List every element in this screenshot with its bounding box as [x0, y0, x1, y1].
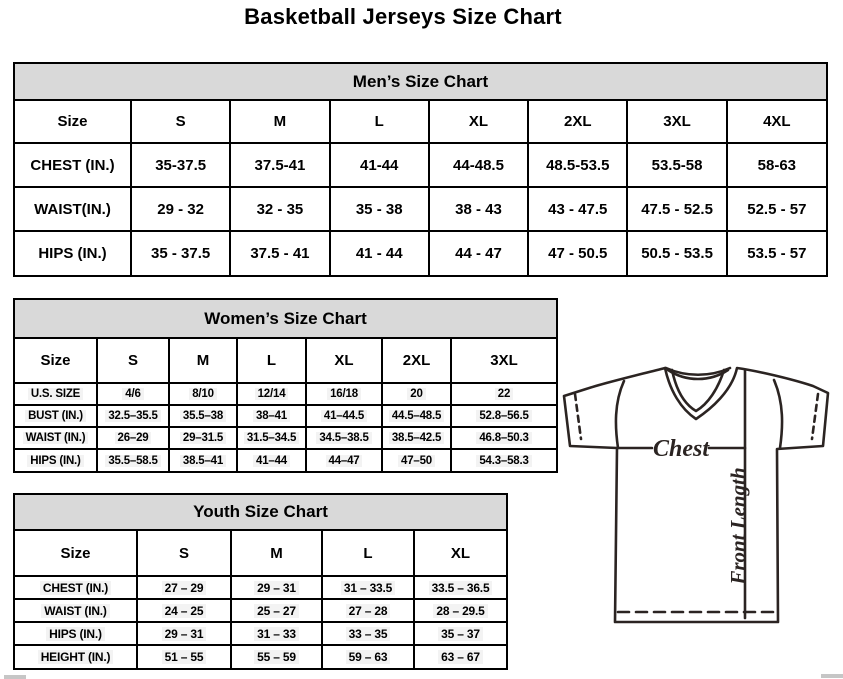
value-cell [237, 449, 306, 471]
measure-label-cell [15, 405, 97, 427]
value-cell [231, 645, 322, 668]
cell-text: 41 - 44 [355, 245, 403, 262]
cell-text: 25 – 27 [254, 604, 299, 618]
cell-text: 41-44 [360, 156, 399, 174]
value-cell [230, 143, 329, 187]
value-cell [322, 622, 414, 645]
size-cell [97, 339, 169, 383]
value-cell [727, 143, 826, 187]
value-cell [230, 231, 329, 275]
jersey-diagram [562, 361, 838, 669]
cell-text: 3XL [663, 113, 691, 130]
measurement-row [15, 622, 506, 645]
cell-text: WAIST (IN.) [41, 604, 109, 618]
cell-text: 2XL [564, 113, 592, 130]
cell-text: L [363, 544, 373, 562]
cell-text: U.S. SIZE [28, 388, 83, 400]
cell-text: HIPS (IN.) [38, 245, 107, 262]
size-cell [306, 339, 382, 383]
value-cell [322, 599, 414, 622]
size-header-row [15, 531, 506, 576]
size-cell [727, 101, 826, 143]
cell-text: 16/18 [327, 388, 361, 400]
cell-text: S [175, 113, 186, 130]
cell-text: 38.5–42.5 [389, 432, 444, 444]
cell-text: 35.5–38 [180, 410, 226, 422]
measure-label-cell [15, 187, 131, 231]
value-cell [137, 599, 231, 622]
cell-text: 29 – 31 [162, 627, 207, 641]
measurement-row [15, 187, 826, 231]
value-cell [451, 405, 556, 427]
cell-text: 54.3–58.3 [476, 455, 531, 467]
womens-table [15, 339, 556, 471]
value-cell [97, 427, 169, 449]
cell-text: 31.5–34.5 [244, 432, 299, 444]
size-cell [237, 339, 306, 383]
value-cell [414, 622, 506, 645]
front-length-label: Front Length [726, 467, 750, 585]
cell-text: 46.8–50.3 [476, 432, 531, 444]
measure-label-cell [15, 143, 131, 187]
value-cell [627, 187, 726, 231]
cell-text: 27 – 29 [162, 581, 207, 595]
cell-text: 44-48.5 [453, 156, 504, 174]
measure-label-cell [15, 576, 137, 599]
cell-text: M [270, 544, 283, 562]
measurement-row [15, 449, 556, 471]
size-cell [414, 531, 506, 576]
cell-text: 35 - 38 [355, 200, 403, 218]
cell-text: 52.5 - 57 [747, 200, 807, 218]
cell-text: Size [60, 544, 91, 562]
cell-text: 29 - 32 [157, 200, 204, 218]
cell-text: 55 – 59 [254, 650, 299, 664]
value-cell [230, 187, 329, 231]
cell-text: 47–50 [398, 455, 435, 467]
size-cell [131, 101, 230, 143]
cell-text: 27 – 28 [346, 604, 391, 618]
value-cell [451, 427, 556, 449]
scrollbar-fragment-left[interactable] [4, 675, 26, 679]
cell-text: 51 – 55 [162, 650, 207, 664]
measurement-row [15, 143, 826, 187]
scrollbar-fragment-right[interactable] [821, 674, 843, 678]
value-cell [330, 231, 429, 275]
size-cell [231, 531, 322, 576]
value-cell [131, 187, 230, 231]
value-cell [382, 405, 451, 427]
value-cell [169, 449, 237, 471]
cell-text: 2XL [402, 352, 431, 369]
value-cell [306, 427, 382, 449]
womens-size-chart [13, 298, 558, 473]
cell-text: 32.5–35.5 [105, 410, 160, 422]
chest-label: Chest [652, 436, 710, 462]
cell-text: 38.5–41 [180, 455, 226, 467]
cell-text: 35 - 37.5 [151, 245, 211, 262]
cell-text: 3XL [490, 352, 518, 369]
cell-text: HIPS (IN.) [46, 627, 105, 641]
value-cell [237, 383, 306, 405]
measure-label-cell [15, 645, 137, 668]
size-label-cell [15, 531, 137, 576]
value-cell [169, 405, 237, 427]
value-cell [627, 231, 726, 275]
measurement-row [15, 383, 556, 405]
value-cell [528, 187, 627, 231]
cell-text: 47.5 - 52.5 [641, 200, 713, 218]
cell-text: CHEST (IN.) [40, 581, 111, 595]
value-cell [429, 143, 528, 187]
cell-text: CHEST (IN.) [30, 156, 115, 174]
cell-text: 38 - 43 [455, 200, 502, 218]
mens-chart-title: Men’s Size Chart [15, 64, 826, 101]
value-cell [727, 231, 826, 275]
size-cell [330, 101, 429, 143]
cell-text: 37.5 - 41 [250, 245, 310, 262]
size-cell [429, 101, 528, 143]
cell-text: 53.5 - 57 [747, 245, 807, 262]
cell-text: 31 – 33.5 [341, 581, 395, 595]
value-cell [306, 405, 382, 427]
value-cell [727, 187, 826, 231]
value-cell [322, 645, 414, 668]
cell-text: 33.5 – 36.5 [429, 581, 493, 595]
value-cell [429, 187, 528, 231]
measure-label-cell [15, 449, 97, 471]
measurement-row [15, 405, 556, 427]
value-cell [306, 383, 382, 405]
cell-text: 58-63 [757, 156, 797, 174]
cell-text: M [273, 113, 287, 130]
measure-label-cell [15, 599, 137, 622]
value-cell [169, 427, 237, 449]
cell-text: BUST (IN.) [25, 410, 86, 422]
value-cell [97, 449, 169, 471]
value-cell [627, 143, 726, 187]
size-label-cell [15, 339, 97, 383]
cell-text: 48.5-53.5 [546, 156, 610, 174]
value-cell [231, 576, 322, 599]
cell-text: 31 – 33 [254, 627, 299, 641]
measurement-row [15, 645, 506, 668]
size-cell [322, 531, 414, 576]
size-cell [169, 339, 237, 383]
cell-text: WAIST(IN.) [34, 200, 111, 218]
cell-text: XL [450, 544, 471, 562]
cell-text: 29–31.5 [180, 432, 226, 444]
mens-size-chart [13, 62, 828, 277]
value-cell [528, 143, 627, 187]
cell-text: 44.5–48.5 [389, 410, 444, 422]
cell-text: 26–29 [115, 432, 152, 444]
cell-text: 37.5-41 [254, 156, 306, 174]
value-cell [322, 576, 414, 599]
cell-text: 59 – 63 [346, 650, 391, 664]
cell-text: 50.5 - 53.5 [641, 245, 713, 262]
cell-text: XL [468, 113, 489, 130]
cell-text: 47 - 50.5 [548, 245, 608, 262]
cell-text: L [374, 113, 384, 130]
cell-text: 52.8–56.5 [476, 410, 531, 422]
size-cell [230, 101, 329, 143]
measurement-row [15, 427, 556, 449]
cell-text: XL [334, 352, 354, 369]
value-cell [237, 427, 306, 449]
cell-text: 28 – 29.5 [433, 604, 487, 618]
cell-text: 32 - 35 [256, 200, 304, 218]
value-cell [451, 383, 556, 405]
cell-text: 20 [407, 388, 425, 400]
size-header-row [15, 339, 556, 383]
mens-table [15, 101, 826, 275]
cell-text: 12/14 [255, 388, 289, 400]
size-cell [382, 339, 451, 383]
value-cell [429, 231, 528, 275]
value-cell [414, 599, 506, 622]
value-cell [237, 405, 306, 427]
womens-chart-title: Women’s Size Chart [15, 300, 556, 339]
cell-text: M [196, 352, 210, 369]
cell-text: 33 – 35 [346, 627, 391, 641]
cell-text: 41–44 [253, 455, 290, 467]
measure-label-cell [15, 231, 131, 275]
size-cell [627, 101, 726, 143]
value-cell [169, 383, 237, 405]
cell-text: 4XL [763, 113, 791, 130]
cell-text: 22 [495, 388, 513, 400]
value-cell [137, 622, 231, 645]
cell-text: HIPS (IN.) [27, 455, 83, 467]
size-label-cell [15, 101, 131, 143]
value-cell [382, 427, 451, 449]
size-cell [137, 531, 231, 576]
value-cell [231, 599, 322, 622]
cell-text: 35 – 37 [438, 627, 483, 641]
cell-text: Size [40, 352, 71, 369]
size-cell [528, 101, 627, 143]
cell-text: L [266, 352, 277, 369]
value-cell [330, 143, 429, 187]
jersey-outline [564, 368, 828, 622]
value-cell [131, 143, 230, 187]
cell-text: S [178, 544, 189, 562]
cell-text: 43 - 47.5 [548, 200, 608, 218]
value-cell [382, 383, 451, 405]
value-cell [137, 576, 231, 599]
cell-text: 41–44.5 [321, 410, 367, 422]
value-cell [451, 449, 556, 471]
measurement-row [15, 231, 826, 275]
cell-text: 4/6 [122, 388, 143, 400]
value-cell [330, 187, 429, 231]
cell-text: 44 - 47 [455, 245, 502, 262]
cell-text: 35.5–58.5 [105, 455, 160, 467]
cell-text: 53.5-58 [651, 156, 703, 174]
value-cell [414, 576, 506, 599]
youth-chart-title: Youth Size Chart [15, 495, 506, 531]
measure-label-cell [15, 427, 97, 449]
cell-text: 8/10 [189, 388, 217, 400]
value-cell [97, 383, 169, 405]
cell-text: WAIST (IN.) [23, 432, 89, 444]
cell-text: 24 – 25 [162, 604, 207, 618]
cell-text: 38–41 [253, 410, 290, 422]
size-header-row [15, 101, 826, 143]
value-cell [414, 645, 506, 668]
cell-text: S [127, 352, 138, 369]
value-cell [231, 622, 322, 645]
value-cell [528, 231, 627, 275]
cell-text: 63 – 67 [438, 650, 483, 664]
measure-label-cell [15, 383, 97, 405]
value-cell [306, 449, 382, 471]
cell-text: 29 – 31 [254, 581, 299, 595]
youth-table [15, 531, 506, 668]
cell-text: Size [57, 113, 88, 130]
cell-text: 35-37.5 [155, 156, 207, 174]
measurement-row [15, 576, 506, 599]
cell-text: 34.5–38.5 [316, 432, 371, 444]
measure-label-cell [15, 622, 137, 645]
value-cell [97, 405, 169, 427]
measurement-row [15, 599, 506, 622]
youth-size-chart [13, 493, 508, 670]
page-title: Basketball Jerseys Size Chart [244, 4, 562, 29]
cell-text: HEIGHT (IN.) [38, 650, 114, 664]
cell-text: 44–47 [326, 455, 363, 467]
value-cell [382, 449, 451, 471]
value-cell [137, 645, 231, 668]
size-cell [451, 339, 556, 383]
value-cell [131, 231, 230, 275]
